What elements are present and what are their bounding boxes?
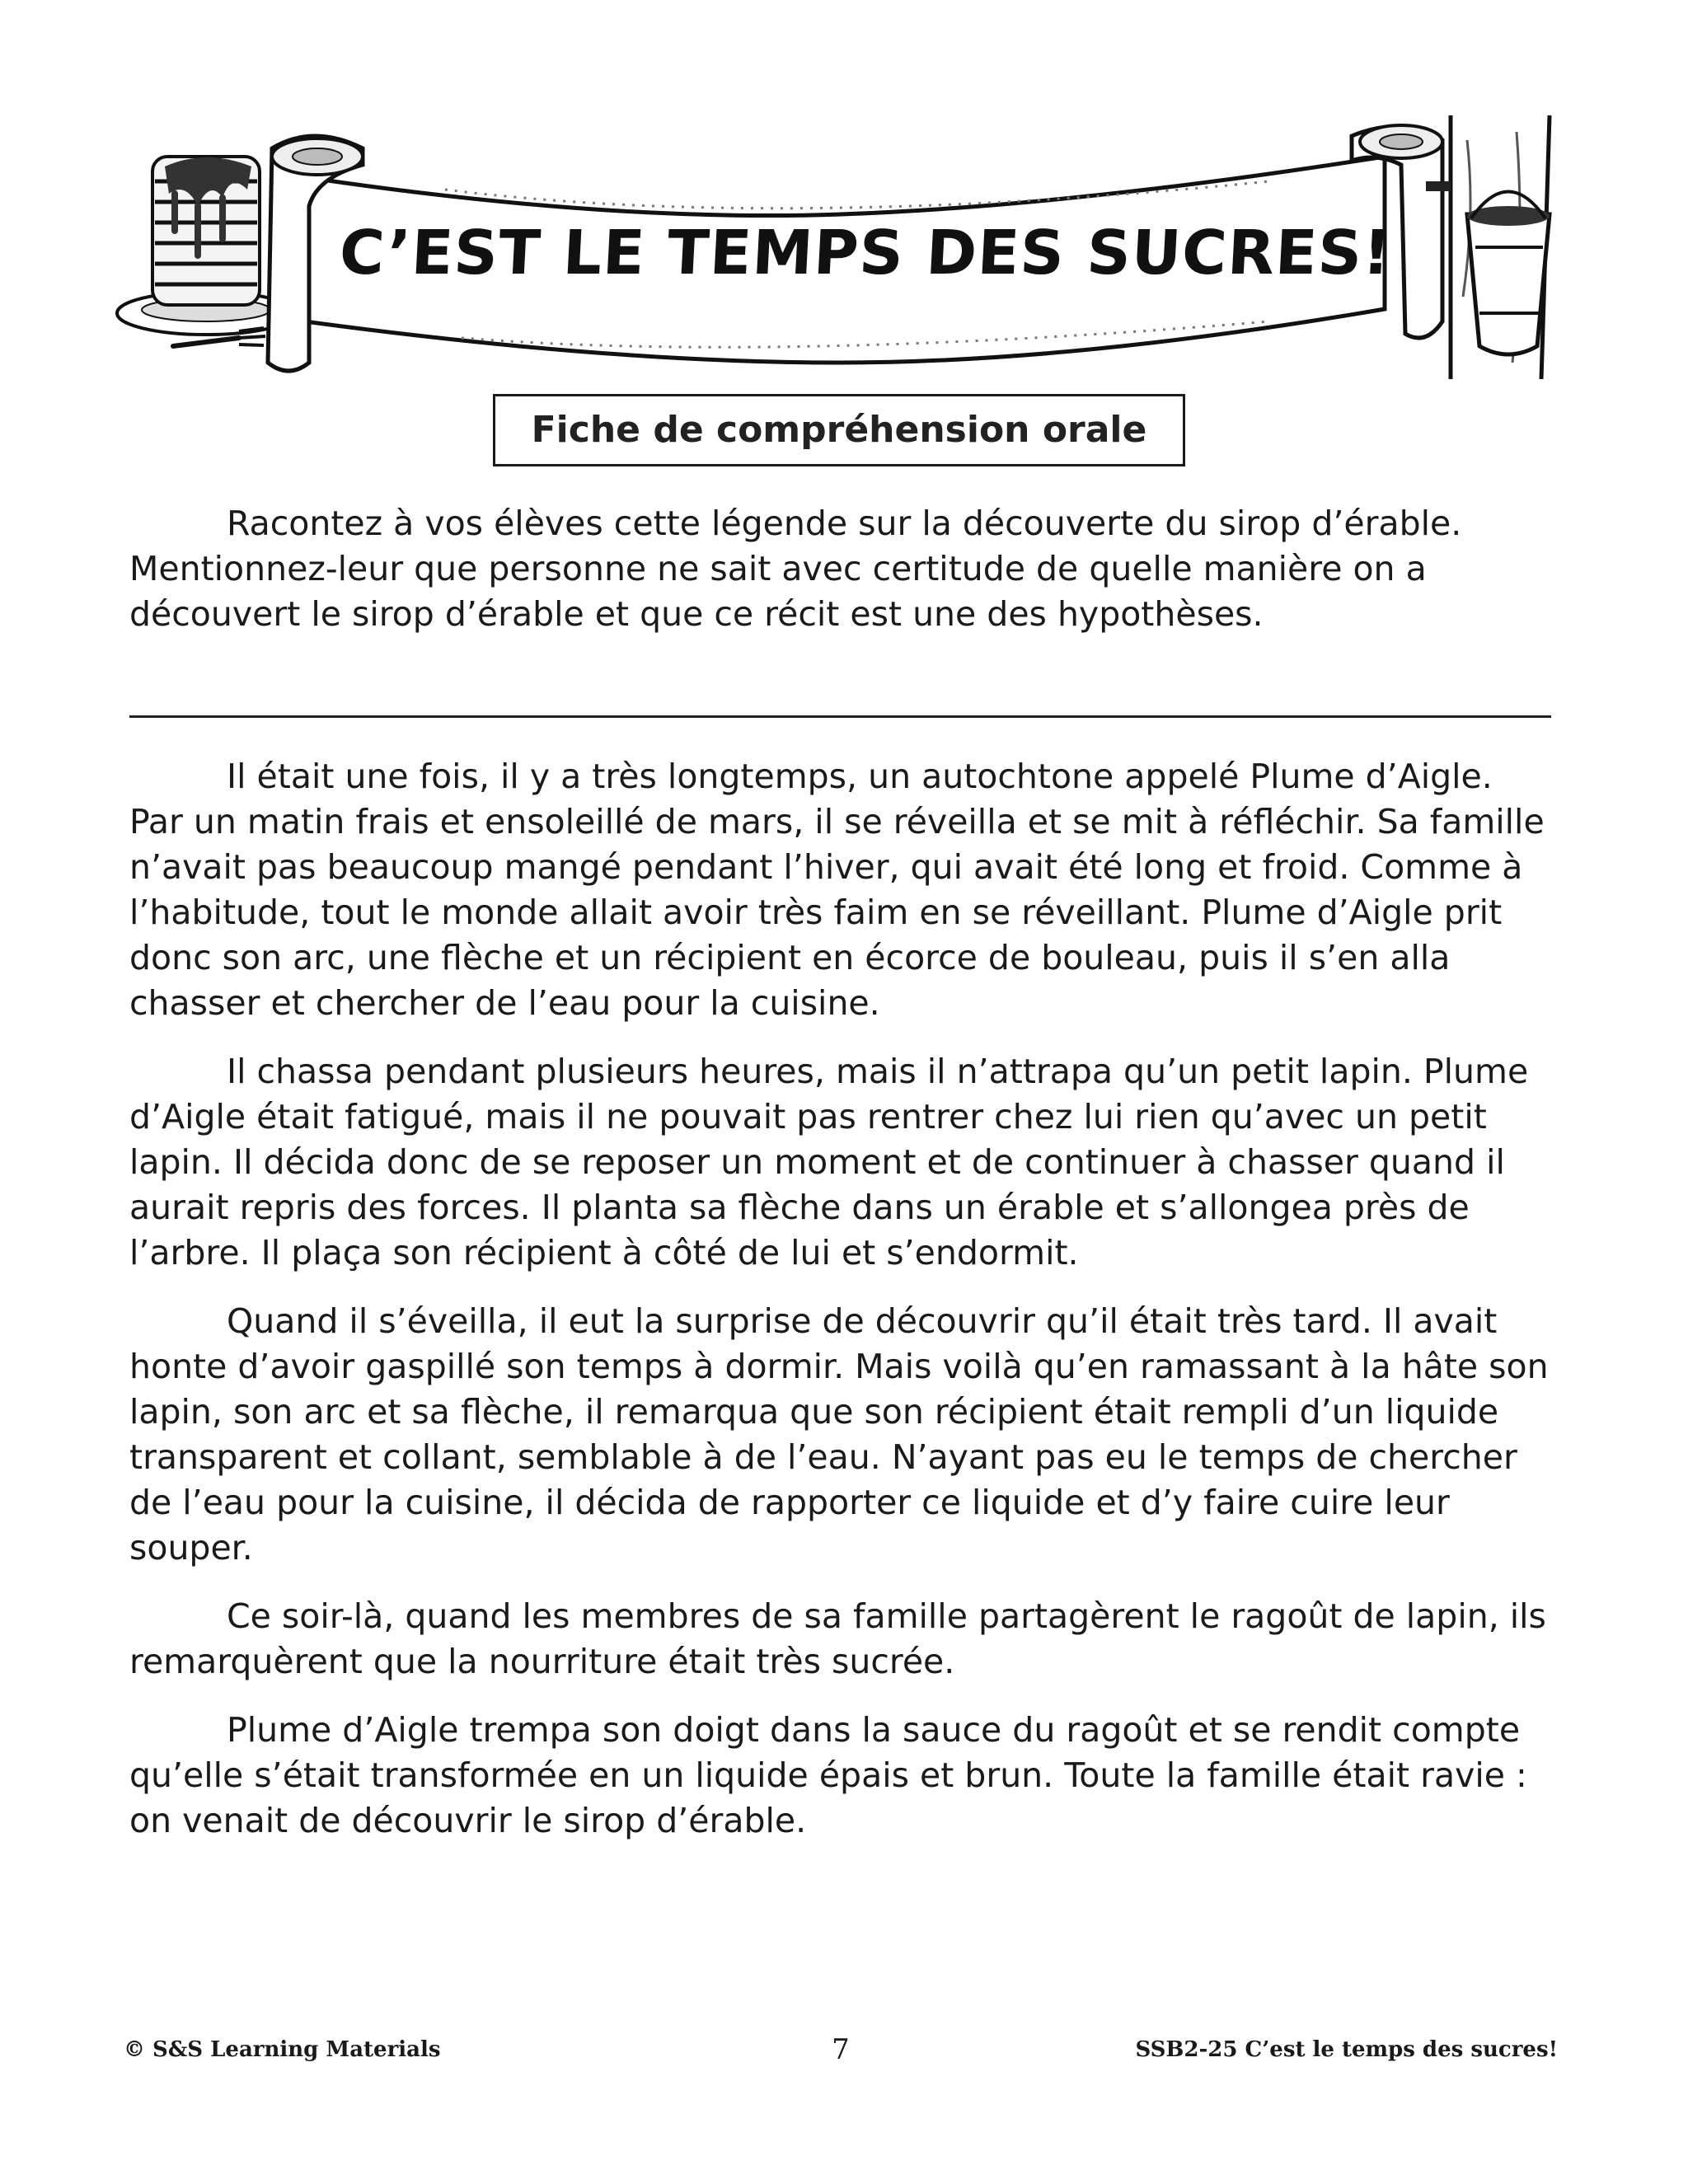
copyright-text: © S&S Learning Materials xyxy=(124,2037,441,2062)
story-paragraph: Il chassa pendant plusieurs heures, mais il n’attrapa qu’un petit lapin. Plume d’Aigle était fatigué, mais il ne pouvait pas rentrer chez lui rien qu’avec un petit lapin. Il décida donc de se reposer un moment et de continuer à chasser quand il aurait repris des forces. Il planta sa flèche dans un érable et s’allongea près de l’arbre. Il plaça son récipient à côté de lui et s’endormit. xyxy=(129,1052,1529,1272)
product-code: SSB2-25 C’est le temps des sucres! xyxy=(1135,2037,1558,2062)
page-title: C’EST LE TEMPS DES SUCRES! xyxy=(337,218,1394,288)
header-banner xyxy=(115,115,1566,379)
story-paragraph: Plume d’Aigle trempa son doigt dans la sauce du ragoût et se rendit compte qu’elle s’était transformée en un liquide épais et brun. Toute la famille était ravie : on venait de découvrir le sirop d’érable. xyxy=(129,1710,1527,1840)
divider xyxy=(129,715,1551,718)
page-number: 7 xyxy=(832,2033,850,2066)
story-paragraph: Il était une fois, il y a très longtemps, un autochtone appelé Plume d’Aigle. Par un matin frais et ensoleillé de mars, il se réveilla et se mit à réfléchir. Sa famille n’avait pas beaucoup mangé pendant l’hiver, qui avait été long et froid. Comme à l’habitude, tout le monde allait avoir très faim en se réveillant. Plume d’Aigle prit donc son arc, une flèche et un récipient en écorce de bouleau, puis il s’en alla chasser et chercher de l’eau pour la cuisine. xyxy=(129,757,1545,1023)
page-footer xyxy=(124,2029,1558,2070)
story-paragraph: Quand il s’éveilla, il eut la surprise de découvrir qu’il était très tard. Il avait honte d’avoir gaspillé son temps à dormir. Mais voilà qu’en ramassant à la hâte son lapin, son arc et sa flèche, il remarqua que son récipient était rempli d’un liquide transparent et collant, semblable à de l’eau. N’ayant pas eu le temps de chercher de l’eau pour la cuisine, il décida de rapporter ce liquide et d’y faire cuire leur souper. xyxy=(129,1301,1549,1568)
intro-paragraph: Racontez à vos élèves cette légende sur la découverte du sirop d’érable. Mentionnez-leur que personne ne sait avec certitude de quelle manière on a découvert le sirop d’érable et que ce récit est une des hypothèses. xyxy=(129,504,1462,634)
story-text xyxy=(129,754,1551,1867)
story-paragraph: Ce soir-là, quand les membres de sa famille partagèrent le ragoût de lapin, ils remarquèrent que la nourriture était très sucrée. xyxy=(129,1596,1546,1681)
subtitle-box: Fiche de compréhension orale xyxy=(493,394,1185,466)
